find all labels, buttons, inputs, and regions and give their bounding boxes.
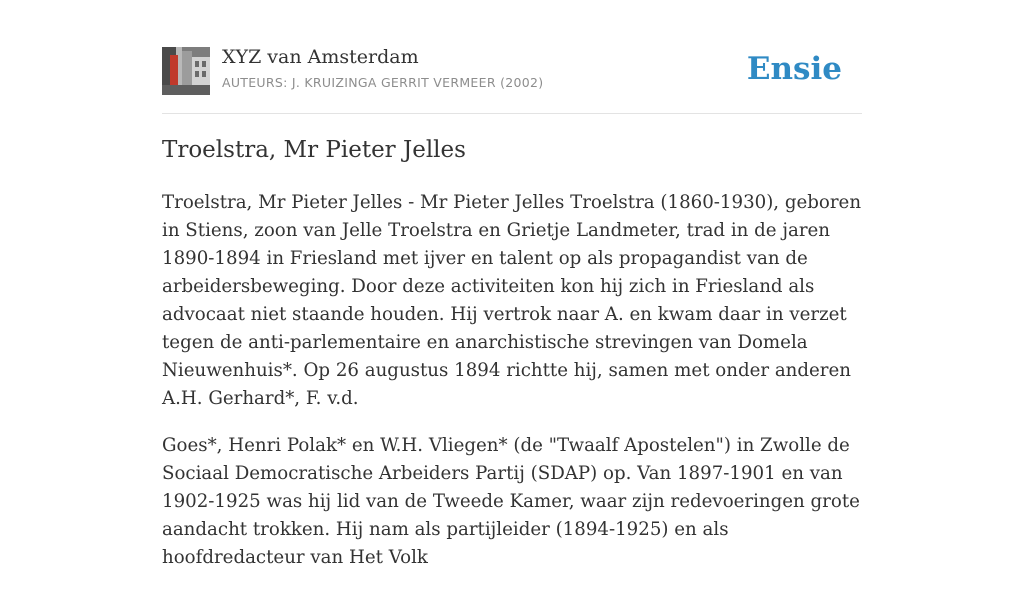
book-authors: AUTEURS: J. KRUIZINGA GERRIT VERMEER (2002) (222, 75, 544, 90)
article-paragraph-2: Goes*, Henri Polak* en W.H. Vliegen* (de "Twaalf Apostelen") in Zwolle de Sociaal Democratische Arbeiders Partij (SDAP) op. Van 1897-1901 en van 1902-1925 was hij lid van de Tweede Kamer, waar zijn redevoeringen grote aandacht trokken. Hij nam als partijleider (1894-1925) en als hoofdredacteur van Het Volk (162, 435, 860, 568)
article-body (162, 189, 868, 591)
header-divider (162, 113, 862, 114)
article-paragraph-1: Troelstra, Mr Pieter Jelles - Mr Pieter Jelles Troelstra (1860-1930), geboren in Stiens, zoon van Jelle Troelstra en Grietje Landmeter, trad in de jaren 1890-1894 in Friesland met ijver en talent op als propagandist van de arbeidersbeweging. Door deze activiteiten kon hij zich in Friesland als advocaat niet staande houden. Hij vertrok naar A. en kwam daar in verzet tegen de anti-parlementaire en anarchistische strevingen van Domela Nieuwenhuis*. Op 26 augustus 1894 richtte hij, samen met onder anderen A.H. Gerhard*, F. v.d. (162, 192, 862, 409)
book-cover-thumbnail[interactable] (162, 47, 210, 95)
book-cover-image (162, 47, 210, 95)
ensie-logo[interactable]: Ensie (746, 51, 842, 87)
article-title: Troelstra, Mr Pieter Jelles (162, 137, 466, 163)
book-header (162, 46, 862, 96)
book-title[interactable]: XYZ van Amsterdam (222, 46, 419, 68)
